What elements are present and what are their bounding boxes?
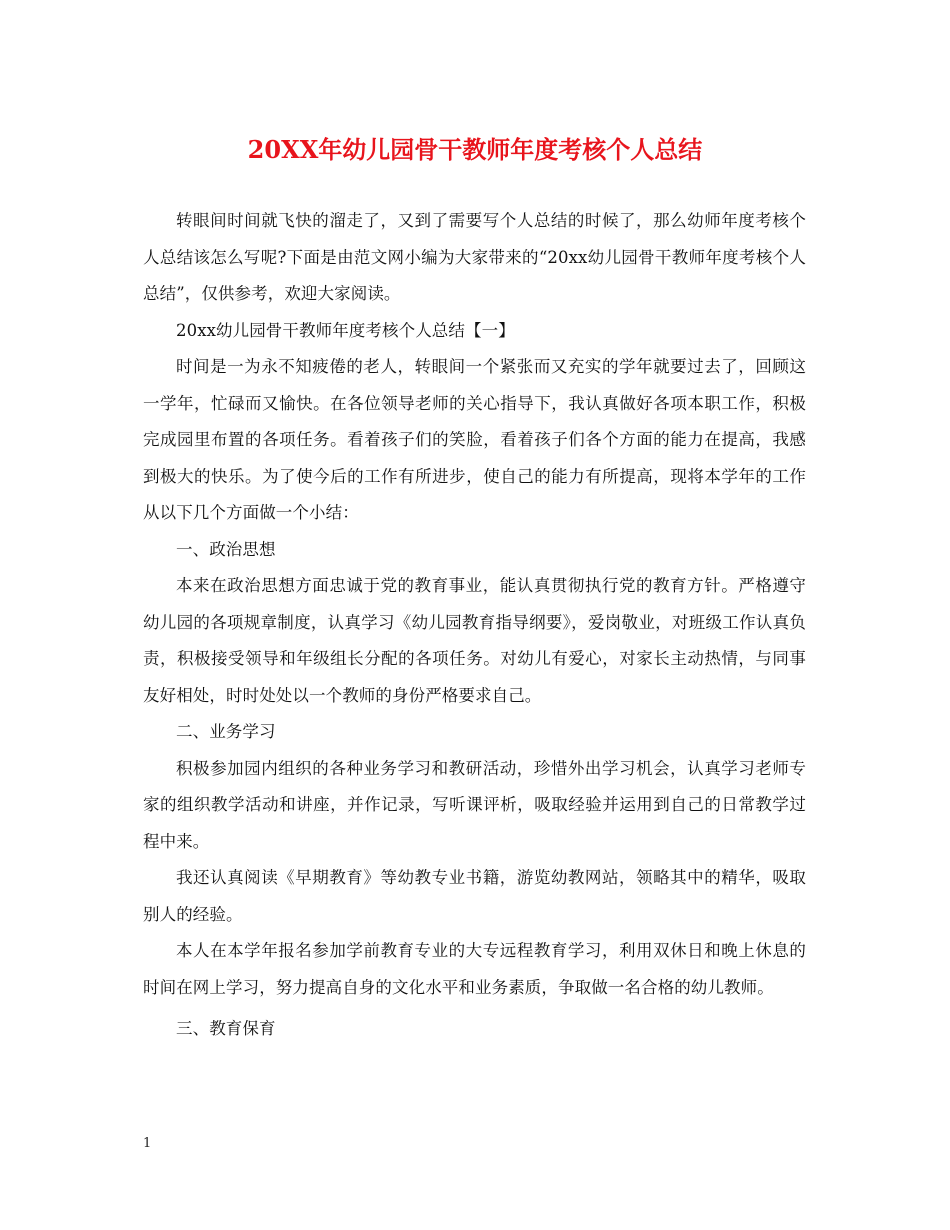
intro-paragraph: 转眼间时间就飞快的溜走了，又到了需要写个人总结的时候了，那么幼师年度考核个人总结该怎么写呢?下面是由范文网小编为大家带来的“20xx幼儿园骨干教师年度考核个人总结”，仅供参考，欢迎大家阅读。 xyxy=(143,211,806,303)
body-paragraph: 积极参加园内组织的各种业务学习和教研活动，珍惜外出学习机会，认真学习老师专家的组织教学活动和讲座，并作记录，写听课评析，吸取经验并运用到自己的日常教学过程中来。 xyxy=(143,758,806,851)
section-heading-study: 二、业务学习 xyxy=(176,722,276,741)
body-paragraph: 时间是一为永不知疲倦的老人，转眼间一个紧张而又充实的学年就要过去了，回顾这一学年，忙碌而又愉快。在各位领导老师的关心指导下，我认真做好各项本职工作，积极完成园里布置的各项任务。看着孩子们的笑脸，看着孩子们各个方面的能力在提高，我感到极大的快乐。为了使今后的工作有所进步，使自己的能力有所提高，现将本学年的工作从以下几个方面做一个小结： xyxy=(143,357,806,522)
body-paragraph: 本人在本学年报名参加学前教育专业的大专远程教育学习，利用双休日和晚上休息的时间在网上学习，努力提高自身的文化水平和业务素质，争取做一名合格的幼儿教师。 xyxy=(143,941,806,997)
body-paragraph: 我还认真阅读《早期教育》等幼教专业书籍，游览幼教网站，领略其中的精华，吸取别人的经验。 xyxy=(143,868,806,924)
page-number: 1 xyxy=(143,1136,152,1151)
section-heading-education: 三、教育保育 xyxy=(176,1019,276,1038)
document-body xyxy=(143,203,806,1048)
body-paragraph: 本来在政治思想方面忠诚于党的教育事业，能认真贯彻执行党的教育方针。严格遵守幼儿园的各项规章制度，认真学习《幼儿园教育指导纲要》，爱岗敬业，对班级工作认真负责，积极接受领导和年级组长分配的各项任务。对幼儿有爱心，对家长主动热情，与同事友好相处，时时处处以一个教师的身份严格要求自己。 xyxy=(143,576,806,705)
document-title: 20XX年幼儿园骨干教师年度考核个人总结 xyxy=(247,135,703,164)
section-heading-part-one: 20xx幼儿园骨干教师年度考核个人总结【一】 xyxy=(176,320,515,340)
section-heading-politics: 一、政治思想 xyxy=(176,539,276,559)
